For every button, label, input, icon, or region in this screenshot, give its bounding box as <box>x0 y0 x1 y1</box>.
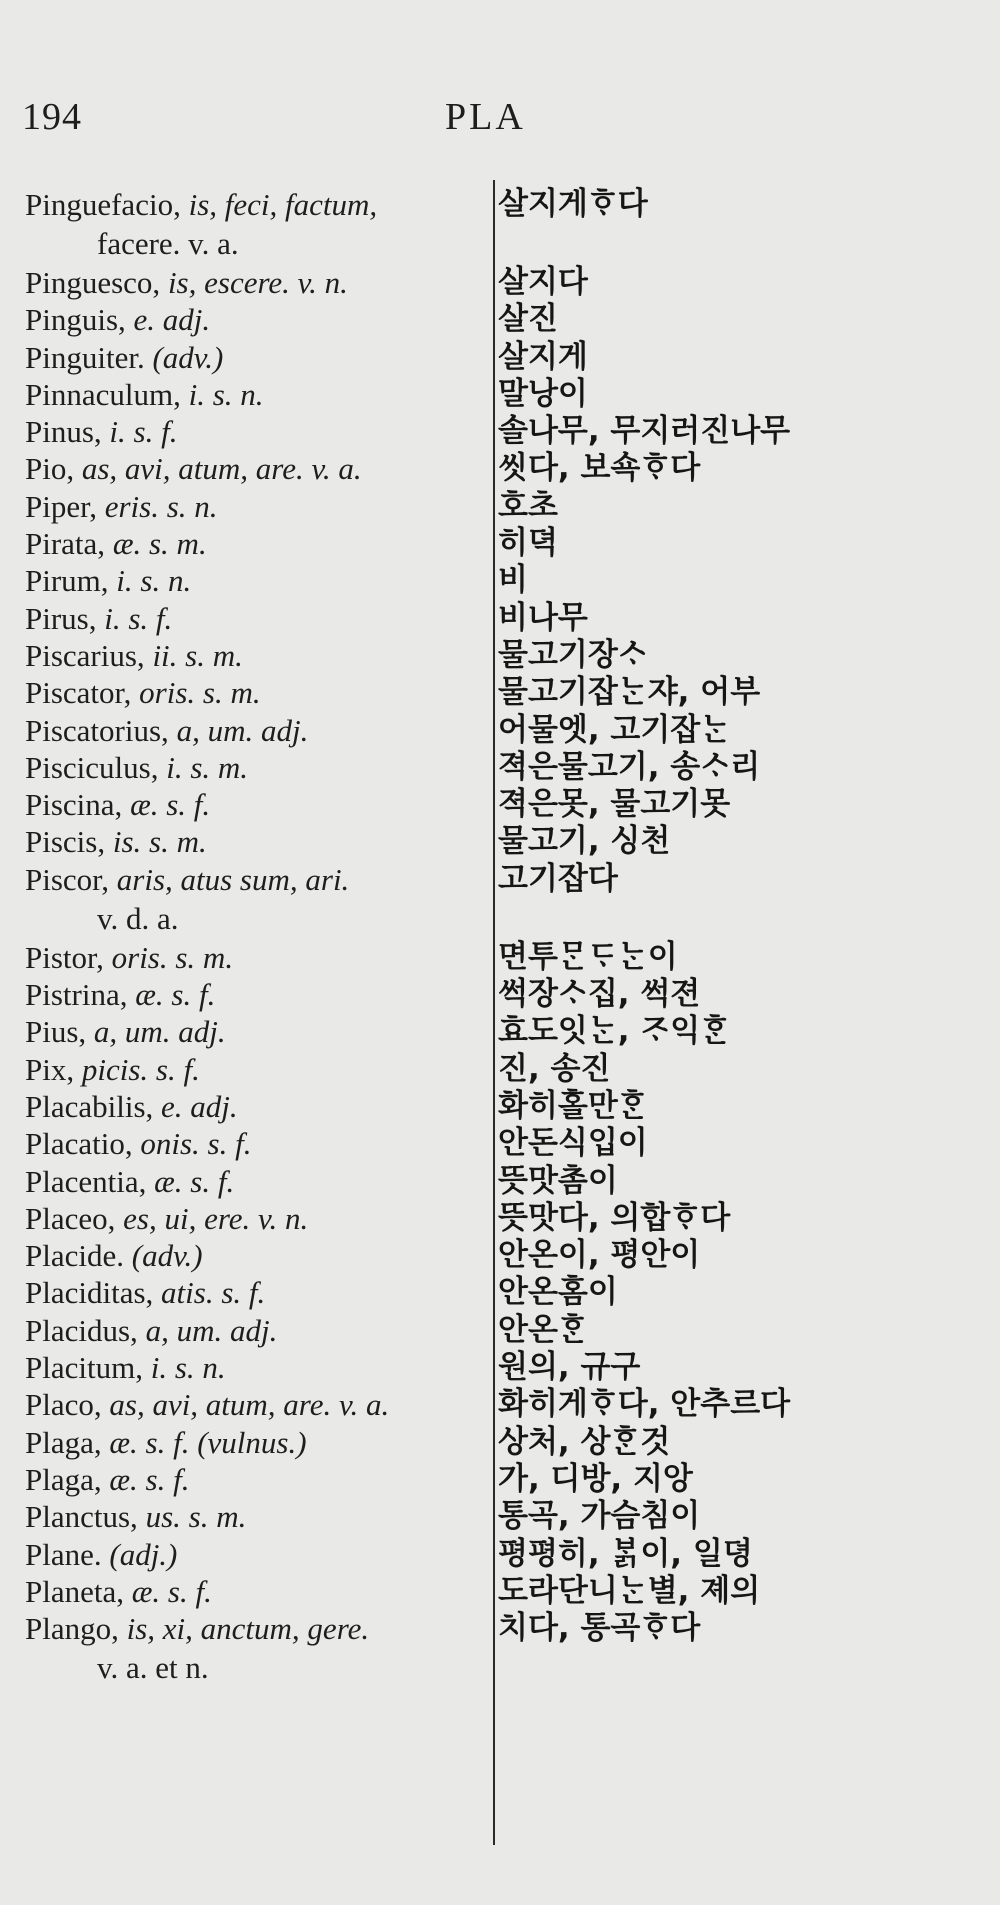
korean-definition: 히뎍 <box>498 525 558 562</box>
headword: Pius, <box>25 1014 87 1050</box>
dictionary-entry <box>0 300 1000 337</box>
korean-definition: 안온ᄒᆞᆫ <box>498 1311 588 1348</box>
grammar-info: is, escere. v. n. <box>167 265 348 300</box>
grammar-info: is, feci, factum, <box>188 187 378 222</box>
korean-definition: 물고기잡ᄂᆞᆫ쟈, 어부 <box>498 674 761 711</box>
headword: Placabilis, <box>25 1088 154 1124</box>
dictionary-entry <box>0 1311 1000 1348</box>
korean-definition: 젹은못, 물고기못 <box>498 786 731 823</box>
grammar-continuation: v. d. a. <box>97 900 179 936</box>
korean-definition: 비나무 <box>498 599 588 636</box>
dictionary-entry <box>0 1124 1000 1161</box>
dictionary-entry <box>0 1087 1000 1124</box>
dictionary-entry <box>0 524 1000 561</box>
grammar-info: i. s. n. <box>150 1350 226 1386</box>
latin-term <box>25 1199 485 1238</box>
korean-definition: 살지다 <box>498 264 588 300</box>
korean-definition: 화히게ᄒᆞ다, 안추르다 <box>498 1386 791 1423</box>
latin-term <box>25 300 485 339</box>
korean-definition: 살지게 <box>498 338 588 375</box>
grammar-info: atis. s. f. <box>161 1275 266 1311</box>
latin-term <box>25 785 485 824</box>
latin-term <box>25 449 485 488</box>
dictionary-entry <box>0 1012 1000 1049</box>
latin-term <box>25 1050 485 1089</box>
headword: Pisciculus, <box>25 749 159 785</box>
headword: Placiditas, <box>25 1275 154 1311</box>
grammar-info: i. s. f. <box>104 600 173 636</box>
headword: Piscis, <box>25 824 106 860</box>
latin-term <box>25 1535 485 1574</box>
page-number: 194 <box>22 96 82 138</box>
headword: Plango, <box>25 1611 119 1647</box>
latin-term <box>25 185 485 263</box>
headword: Plane. <box>25 1536 102 1572</box>
dictionary-entry <box>0 1236 1000 1273</box>
headword: Placitum, <box>25 1350 143 1386</box>
grammar-info: us. s. m. <box>145 1499 247 1535</box>
headword: Placidus, <box>25 1312 138 1348</box>
grammar-info: a, um. adj. <box>176 712 309 748</box>
headword: Placide. <box>25 1238 124 1274</box>
grammar-info: i. s. n. <box>188 376 264 412</box>
grammar-info: a, um. adj. <box>145 1312 278 1348</box>
korean-definition: 뜻맛촘이 <box>498 1162 618 1199</box>
grammar-info: æ. s. f. <box>130 787 211 823</box>
latin-term <box>25 1087 485 1126</box>
korean-definition: 솔나무, 무지러진나무 <box>498 413 791 450</box>
dictionary-entry <box>0 1385 1000 1422</box>
headword: Placatio, <box>25 1126 133 1162</box>
headword: Pinguis, <box>25 302 126 338</box>
headword: Pio, <box>25 451 75 487</box>
latin-term <box>25 1236 485 1275</box>
dictionary-entry <box>0 748 1000 785</box>
headword: Pirum, <box>25 563 109 599</box>
korean-definition: 면투ᄆᆞᆫᄃᆞᄂᆞᆫ이 <box>498 938 678 975</box>
latin-term <box>25 375 485 414</box>
dictionary-entry <box>0 711 1000 748</box>
dictionary-entry <box>0 263 1000 300</box>
latin-term <box>25 975 485 1014</box>
dictionary-entry <box>0 860 1000 938</box>
headword: Piscatorius, <box>25 712 169 748</box>
headword: Piper, <box>25 488 97 524</box>
headword: Pirus, <box>25 600 97 636</box>
latin-term <box>25 1423 485 1462</box>
headword: Pinus, <box>25 414 102 450</box>
headword: Pinguesco, <box>25 265 161 300</box>
grammar-info: as, avi, atum, are. v. a. <box>109 1387 390 1423</box>
korean-definition: 고기잡다 <box>498 860 618 897</box>
running-head: PLA <box>445 96 526 138</box>
headword: Pix, <box>25 1051 75 1087</box>
korean-definition: 원의, 규구 <box>498 1349 641 1386</box>
dictionary-entry <box>0 1423 1000 1460</box>
latin-term <box>25 263 485 302</box>
grammar-info: æ. s. f. (vulnus.) <box>109 1424 307 1460</box>
headword: Piscarius, <box>25 637 145 673</box>
korean-definition: 물고기장ᄉᆞ <box>498 636 648 673</box>
latin-term <box>25 673 485 712</box>
headword: Placeo, <box>25 1200 116 1236</box>
korean-definition: 어물엣, 고기잡ᄂᆞᆫ <box>498 711 731 748</box>
latin-term <box>25 561 485 600</box>
dictionary-entry <box>0 185 1000 263</box>
grammar-info: æ. s. m. <box>112 526 207 562</box>
grammar-info: æ. s. f. <box>135 977 216 1013</box>
latin-term <box>25 1124 485 1163</box>
dictionary-entry <box>0 1348 1000 1385</box>
korean-definition: 씻다, 보쇽ᄒᆞ다 <box>498 450 701 487</box>
latin-term <box>25 636 485 675</box>
latin-term <box>25 1572 485 1611</box>
headword: Planctus, <box>25 1499 138 1535</box>
headword: Pinguefacio, <box>25 187 181 222</box>
grammar-info: ii. s. m. <box>152 637 243 673</box>
dictionary-entry <box>0 636 1000 673</box>
dictionary-entry <box>0 1535 1000 1572</box>
grammar-info: e. adj. <box>133 302 211 338</box>
headword: Placentia, <box>25 1163 147 1199</box>
dictionary-entry <box>0 1273 1000 1310</box>
korean-definition: 살지게ᄒᆞ다 <box>498 186 648 222</box>
dictionary-entry <box>0 1050 1000 1087</box>
headword: Plaga, <box>25 1461 102 1497</box>
grammar-info: is. s. m. <box>112 824 207 860</box>
headword: Plaga, <box>25 1424 102 1460</box>
dictionary-entry <box>0 938 1000 975</box>
dictionary-entries <box>0 185 1000 1687</box>
grammar-info: æ. s. f. <box>109 1461 190 1497</box>
latin-term <box>25 412 485 451</box>
grammar-info: e. adj. <box>161 1088 238 1124</box>
dictionary-entry <box>0 487 1000 524</box>
dictionary-entry <box>0 338 1000 375</box>
dictionary-entry <box>0 1572 1000 1609</box>
dictionary-entry <box>0 785 1000 822</box>
latin-term <box>25 1460 485 1499</box>
grammar-info: oris. s. m. <box>111 939 234 975</box>
headword: Pinguiter. <box>25 339 145 375</box>
headword: Piscor, <box>25 861 110 897</box>
latin-term <box>25 524 485 563</box>
latin-term <box>25 599 485 638</box>
dictionary-entry <box>0 1497 1000 1534</box>
korean-definition: 호초 <box>498 487 558 524</box>
latin-term <box>25 1311 485 1350</box>
korean-definition: 도라단니ᄂᆞᆫ별, 졔의 <box>498 1572 761 1609</box>
dictionary-entry <box>0 673 1000 710</box>
korean-definition: 효도잇ᄂᆞᆫ, ᄌᆞ익ᄒᆞᆫ <box>498 1013 731 1050</box>
grammar-continuation: facere. v. a. <box>97 226 239 261</box>
korean-definition: 평평히, ᄇᆞᆰ이, 일뎡 <box>498 1535 753 1572</box>
latin-term <box>25 938 485 977</box>
korean-definition: 상처, 상ᄒᆞᆫ것 <box>498 1423 671 1460</box>
latin-term <box>25 1012 485 1051</box>
latin-term <box>25 487 485 526</box>
dictionary-entry <box>0 1460 1000 1497</box>
korean-definition: 비 <box>498 562 528 599</box>
grammar-info: i. s. f. <box>109 414 178 450</box>
korean-definition: 화히홀만ᄒᆞᆫ <box>498 1087 648 1124</box>
latin-term <box>25 860 485 938</box>
korean-definition: 가, 디방, 지앙 <box>498 1460 693 1497</box>
latin-term <box>25 1348 485 1387</box>
dictionary-entry <box>0 412 1000 449</box>
dictionary-entry <box>0 975 1000 1012</box>
grammar-info: (adj.) <box>109 1536 178 1572</box>
dictionary-entry <box>0 1162 1000 1199</box>
korean-definition: 치다, 통곡ᄒᆞ다 <box>498 1610 701 1647</box>
dictionary-entry <box>0 1199 1000 1236</box>
dictionary-entry <box>0 822 1000 859</box>
headword: Pirata, <box>25 526 106 562</box>
korean-definition: 살진 <box>498 301 558 338</box>
grammar-info: æ. s. f. <box>131 1573 212 1609</box>
korean-definition: 안온이, 평안이 <box>498 1237 701 1274</box>
latin-term <box>25 338 485 377</box>
korean-definition: 통곡, 가슴침이 <box>498 1498 701 1535</box>
dictionary-entry <box>0 449 1000 486</box>
dictionary-entry <box>0 599 1000 636</box>
grammar-info: as, avi, atum, are. v. a. <box>81 451 362 487</box>
grammar-info: æ. s. f. <box>154 1163 235 1199</box>
latin-term <box>25 822 485 861</box>
korean-definition: 물고기, 싱천 <box>498 823 671 860</box>
grammar-info: es, ui, ere. v. n. <box>123 1200 309 1236</box>
grammar-info: i. s. n. <box>116 563 192 599</box>
headword: Placo, <box>25 1387 102 1423</box>
grammar-info: onis. s. f. <box>140 1126 252 1162</box>
headword: Piscator, <box>25 675 132 711</box>
dictionary-entry <box>0 1609 1000 1687</box>
grammar-continuation: v. a. et n. <box>97 1650 209 1686</box>
korean-definition: 안온홈이 <box>498 1274 618 1311</box>
grammar-info: (adv.) <box>131 1238 203 1274</box>
korean-definition: 진, 송진 <box>498 1050 611 1087</box>
headword: Pistrina, <box>25 977 128 1013</box>
grammar-info: eris. s. n. <box>104 488 218 524</box>
korean-definition: 젹은물고기, 송ᄉᆞ리 <box>498 748 761 785</box>
headword: Planeta, <box>25 1573 124 1609</box>
latin-term <box>25 1385 485 1424</box>
grammar-info: a, um. adj. <box>93 1014 226 1050</box>
latin-term <box>25 748 485 787</box>
korean-definition: 안돈식입이 <box>498 1125 648 1162</box>
grammar-info: aris, atus sum, ari. <box>116 861 350 897</box>
headword: Pinnaculum, <box>25 376 181 412</box>
headword: Pistor, <box>25 939 104 975</box>
korean-definition: 말낭이 <box>498 375 588 412</box>
latin-term <box>25 1497 485 1536</box>
latin-term <box>25 1609 485 1687</box>
latin-term <box>25 1273 485 1312</box>
grammar-info: i. s. m. <box>166 749 249 785</box>
dictionary-entry <box>0 561 1000 598</box>
headword: Piscina, <box>25 787 123 823</box>
korean-definition: 썩장ᄉᆞ집, 썩젼 <box>498 976 701 1013</box>
dictionary-entry <box>0 375 1000 412</box>
latin-term <box>25 711 485 750</box>
grammar-info: picis. s. f. <box>81 1051 200 1087</box>
latin-term <box>25 1162 485 1201</box>
korean-definition: 뜻맛다, 의합ᄒᆞ다 <box>498 1199 731 1236</box>
grammar-info: (adv.) <box>152 339 224 375</box>
grammar-info: oris. s. m. <box>139 675 261 711</box>
grammar-info: is, xi, anctum, gere. <box>126 1611 370 1647</box>
